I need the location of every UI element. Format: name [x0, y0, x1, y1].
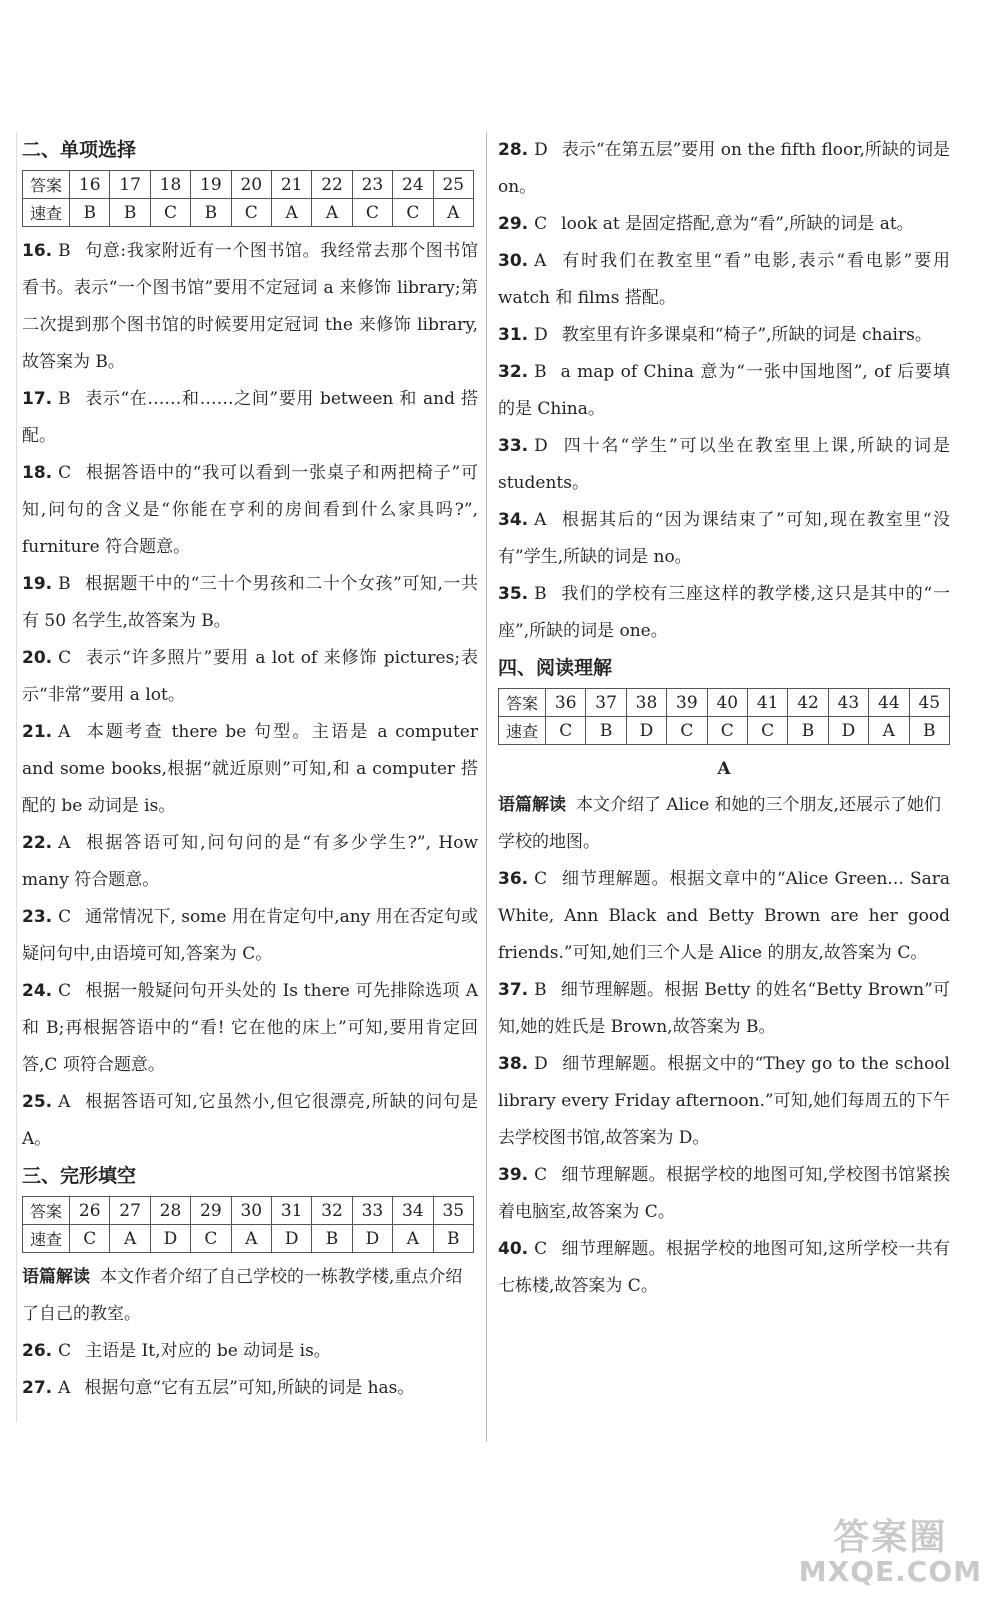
answer-cell: D: [150, 1225, 190, 1253]
explanation-item: [22, 233, 478, 381]
answer-table-36-45: [498, 688, 950, 745]
answer-cell: B: [70, 199, 110, 227]
explanation-item: [498, 972, 950, 1046]
explanation-text: a map of China 意为“一张中国地图”, of 后要填的是 China。: [498, 362, 950, 419]
answer-cell: D: [352, 1225, 392, 1253]
answer-cell: D: [626, 717, 666, 745]
section-title-multiple-choice: 二、单项选择: [22, 139, 137, 161]
answer-letter: D: [534, 436, 548, 456]
question-number-cell: 19: [191, 171, 231, 199]
passage-label: A: [717, 759, 731, 779]
answer-letter: A: [534, 251, 547, 271]
explanation-item: [498, 502, 950, 576]
answer-table-row-label: 速查: [499, 717, 546, 745]
explanation-text: 主语是 It,对应的 be 动词是 is。: [85, 1341, 331, 1361]
answer-cell: C: [70, 1225, 110, 1253]
answer-letter: D: [534, 325, 548, 345]
explanation-item: [498, 132, 950, 206]
answer-letter: B: [534, 584, 547, 604]
explanation-text: 根据题干中的“三十个男孩和二十个女孩”可知,一共有 50 名学生,故答案为 B。: [22, 574, 478, 631]
explanations-26-27: [22, 1333, 478, 1407]
question-number: 18.: [22, 463, 53, 483]
answer-letter: D: [534, 140, 548, 160]
question-number: 36.: [498, 869, 529, 889]
question-number-cell: 43: [828, 689, 868, 717]
explanation-text: 细节理解题。根据学校的地图可知,这所学校一共有七栋楼,故答案为 C。: [498, 1239, 950, 1296]
answer-table-answer-row: [499, 717, 950, 745]
answer-cell: B: [586, 717, 626, 745]
answer-cell: A: [869, 717, 909, 745]
answer-letter: A: [534, 510, 547, 530]
question-number-cell: 30: [231, 1197, 271, 1225]
explanation-item: [498, 1046, 950, 1157]
section-title-cloze: 三、完形填空: [22, 1165, 137, 1187]
explanation-item: [22, 455, 478, 566]
answer-cell: D: [271, 1225, 311, 1253]
passage-summary-text: 本文作者介绍了自己学校的一栋教学楼,重点介绍了自己的教室。: [22, 1267, 463, 1324]
answer-cell: B: [110, 199, 150, 227]
explanation-item: [22, 1084, 478, 1158]
explanation-item: [22, 1333, 478, 1370]
answer-letter: B: [534, 980, 547, 1000]
answer-cell: A: [110, 1225, 150, 1253]
explanation-item: [498, 243, 950, 317]
question-number: 30.: [498, 251, 529, 271]
answer-letter: C: [534, 214, 548, 234]
explanation-text: 表示“在……和……之间”要用 between 和 and 搭配。: [22, 389, 478, 446]
question-number-cell: 31: [271, 1197, 311, 1225]
answer-table-answer-row: [23, 199, 474, 227]
question-number: 27.: [22, 1378, 53, 1398]
answer-cell: C: [352, 199, 392, 227]
explanation-text: 表示“许多照片”要用 a lot of 来修饰 pictures;表示“非常”要用 a lot。: [22, 648, 478, 705]
watermark-logo-text: 答案圈: [833, 1516, 948, 1558]
question-number-cell: 27: [110, 1197, 150, 1225]
question-number: 35.: [498, 584, 529, 604]
explanation-text: 根据答语可知,它虽然小,但它很漂亮,所缺的问句是 A。: [22, 1092, 478, 1149]
question-number-cell: 45: [909, 689, 949, 717]
question-number: 40.: [498, 1239, 529, 1259]
answer-table-16-25: [22, 170, 474, 227]
question-number: 23.: [22, 907, 53, 927]
answer-cell: C: [231, 199, 271, 227]
explanation-item: [22, 825, 478, 899]
explanation-text: 细节理解题。根据学校的地图可知,学校图书馆紧挨着电脑室,故答案为 C。: [498, 1165, 950, 1222]
explanation-item: [22, 566, 478, 640]
answer-letter: D: [534, 1054, 548, 1074]
answer-cell: C: [747, 717, 787, 745]
question-number-cell: 25: [433, 171, 473, 199]
question-number-cell: 22: [312, 171, 352, 199]
explanation-text: look at 是固定搭配,意为“看”,所缺的词是 at。: [561, 214, 914, 234]
answer-table-answer-row: [23, 1225, 474, 1253]
column-divider: [486, 132, 487, 1442]
explanation-text: 根据答语可知,问句问的是“有多少学生?”, How many 符合题意。: [22, 833, 478, 890]
question-number-cell: 42: [788, 689, 828, 717]
answer-cell: A: [312, 199, 352, 227]
question-number: 16.: [22, 241, 53, 261]
answer-letter: B: [58, 389, 71, 409]
answer-cell: A: [231, 1225, 271, 1253]
passage-summary-tag: 语篇解读: [22, 1267, 90, 1287]
passage-summary-tag: 语篇解读: [498, 795, 566, 815]
explanations-16-25: [22, 233, 478, 1158]
answer-letter: C: [58, 907, 72, 927]
explanation-item: [22, 381, 478, 455]
answer-table-header-label: 答案: [23, 1197, 70, 1225]
explanation-item: [22, 1370, 478, 1407]
answer-table-number-row: [23, 171, 474, 199]
explanation-item: [22, 714, 478, 825]
question-number: 22.: [22, 833, 53, 853]
answer-table-row-label: 速查: [23, 199, 70, 227]
question-number: 28.: [498, 140, 529, 160]
question-number: 19.: [22, 574, 53, 594]
answer-letter: A: [58, 1378, 71, 1398]
answer-letter: B: [58, 574, 71, 594]
left-margin-rule: [16, 132, 17, 1422]
answer-cell: C: [191, 1225, 231, 1253]
explanation-text: 句意:我家附近有一个图书馆。我经常去那个图书馆看书。表示“一个图书馆”要用不定冠词 a 来修饰 library;第二次提到那个图书馆的时候要用定冠词 the 来修饰 library,故答案为 B。: [22, 241, 478, 372]
question-number: 34.: [498, 510, 529, 530]
explanation-item: [498, 1231, 950, 1305]
answer-cell: C: [707, 717, 747, 745]
answer-cell: C: [393, 199, 433, 227]
answer-letter: B: [534, 362, 547, 382]
passage-summary-text: 本文介绍了 Alice 和她的三个朋友,还展示了她们学校的地图。: [498, 795, 941, 852]
answer-cell: B: [909, 717, 949, 745]
explanation-text: 细节理解题。根据文章中的“Alice Green... Sara White, Ann Black and Betty Brown are her good friends.”可知,她们三个人是 Alice 的朋友,故答案为 C。: [498, 869, 950, 963]
question-number: 39.: [498, 1165, 529, 1185]
explanation-text: 细节理解题。根据文中的“They go to the school library every Friday afternoon.”可知,她们每周五的下午去学校图书馆,故答案为 D。: [498, 1054, 950, 1148]
question-number: 21.: [22, 722, 53, 742]
explanation-text: 根据答语中的“我可以看到一张桌子和两把椅子”可知,问句的含义是“你能在亨利的房间看到什么家具吗?”, furniture 符合题意。: [22, 463, 478, 557]
question-number: 24.: [22, 981, 53, 1001]
answer-letter: C: [58, 981, 72, 1001]
question-number-cell: 35: [433, 1197, 473, 1225]
answer-table-number-row: [23, 1197, 474, 1225]
question-number: 32.: [498, 362, 529, 382]
answer-table-header-label: 答案: [23, 171, 70, 199]
question-number-cell: 24: [393, 171, 433, 199]
answer-table-row-label: 速查: [23, 1225, 70, 1253]
section-title-reading: 四、阅读理解: [498, 657, 613, 679]
explanations-36-40: [498, 861, 950, 1305]
explanation-item: [22, 973, 478, 1084]
question-number-cell: 18: [150, 171, 190, 199]
answer-letter: C: [58, 463, 72, 483]
explanation-text: 细节理解题。根据 Betty 的姓名“Betty Brown”可知,她的姓氏是 Brown,故答案为 B。: [498, 980, 950, 1037]
answer-cell: B: [191, 199, 231, 227]
question-number: 33.: [498, 436, 529, 456]
watermark-url: MXQE.COM: [798, 1554, 982, 1588]
left-column: [22, 132, 478, 1407]
answer-letter: A: [58, 833, 71, 853]
passage-summary-reading: [498, 787, 950, 861]
question-number: 20.: [22, 648, 53, 668]
question-number-cell: 17: [110, 171, 150, 199]
question-number: 38.: [498, 1054, 529, 1074]
explanation-text: 四十名“学生”可以坐在教室里上课,所缺的词是 students。: [498, 436, 950, 493]
answer-letter: A: [58, 1092, 71, 1112]
question-number: 17.: [22, 389, 53, 409]
explanation-text: 通常情况下, some 用在肯定句中,any 用在否定句或疑问句中,由语境可知,答案为 C。: [22, 907, 478, 964]
question-number-cell: 41: [747, 689, 787, 717]
explanation-item: [498, 428, 950, 502]
answer-cell: A: [271, 199, 311, 227]
explanation-item: [22, 899, 478, 973]
answer-letter: C: [58, 648, 72, 668]
question-number: 37.: [498, 980, 529, 1000]
question-number-cell: 21: [271, 171, 311, 199]
explanation-text: 我们的学校有三座这样的教学楼,这只是其中的“一座”,所缺的词是 one。: [498, 584, 950, 641]
explanation-item: [498, 576, 950, 650]
right-column: [498, 132, 950, 1305]
question-number-cell: 16: [70, 171, 110, 199]
question-number: 29.: [498, 214, 529, 234]
question-number-cell: 44: [869, 689, 909, 717]
answer-cell: C: [150, 199, 190, 227]
question-number-cell: 28: [150, 1197, 190, 1225]
answer-letter: B: [58, 241, 71, 261]
question-number-cell: 20: [231, 171, 271, 199]
answer-table-header-label: 答案: [499, 689, 546, 717]
question-number-cell: 29: [191, 1197, 231, 1225]
question-number: 26.: [22, 1341, 53, 1361]
answer-cell: B: [312, 1225, 352, 1253]
passage-summary-cloze: [22, 1259, 478, 1333]
explanation-item: [498, 861, 950, 972]
answer-letter: C: [534, 1239, 548, 1259]
watermark-logo: [798, 1516, 982, 1588]
explanation-item: [498, 206, 950, 243]
answer-letter: A: [58, 722, 71, 742]
question-number-cell: 32: [312, 1197, 352, 1225]
answer-cell: D: [828, 717, 868, 745]
question-number-cell: 37: [586, 689, 626, 717]
answer-cell: C: [667, 717, 707, 745]
answer-letter: C: [534, 869, 548, 889]
explanation-text: 表示“在第五层”要用 on the fifth floor,所缺的词是 on。: [498, 140, 950, 197]
question-number-cell: 23: [352, 171, 392, 199]
explanation-text: 本题考查 there be 句型。主语是 a computer and some books,根据“就近原则”可知,和 a computer 搭配的 be 动词是 is。: [22, 722, 478, 816]
answer-letter: C: [534, 1165, 548, 1185]
question-number-cell: 33: [352, 1197, 392, 1225]
explanation-text: 根据其后的“因为课结束了”可知,现在教室里“没有”学生,所缺的词是 no。: [498, 510, 950, 567]
question-number-cell: 26: [70, 1197, 110, 1225]
answer-table-number-row: [499, 689, 950, 717]
explanation-text: 教室里有许多课桌和“椅子”,所缺的词是 chairs。: [561, 325, 932, 345]
question-number: 31.: [498, 325, 529, 345]
question-number-cell: 40: [707, 689, 747, 717]
explanation-item: [22, 640, 478, 714]
explanations-28-35: [498, 132, 950, 650]
explanation-text: 有时我们在教室里“看”电影,表示“看电影”要用 watch 和 films 搭配。: [498, 251, 950, 308]
answer-cell: A: [393, 1225, 433, 1253]
question-number-cell: 34: [393, 1197, 433, 1225]
explanation-text: 根据一般疑问句开头处的 Is there 可先排除选项 A 和 B;再根据答语中的“看! 它在他的床上”可知,要用肯定回答,C 项符合题意。: [22, 981, 478, 1075]
question-number: 25.: [22, 1092, 53, 1112]
answer-cell: C: [546, 717, 586, 745]
question-number-cell: 36: [546, 689, 586, 717]
answer-cell: B: [788, 717, 828, 745]
answer-cell: B: [433, 1225, 473, 1253]
explanation-text: 根据句意“它有五层”可知,所缺的词是 has。: [84, 1378, 415, 1398]
question-number-cell: 39: [667, 689, 707, 717]
explanation-item: [498, 354, 950, 428]
question-number-cell: 38: [626, 689, 666, 717]
answer-letter: C: [58, 1341, 72, 1361]
explanation-item: [498, 1157, 950, 1231]
answer-cell: A: [433, 199, 473, 227]
answer-table-26-35: [22, 1196, 474, 1253]
explanation-item: [498, 317, 950, 354]
